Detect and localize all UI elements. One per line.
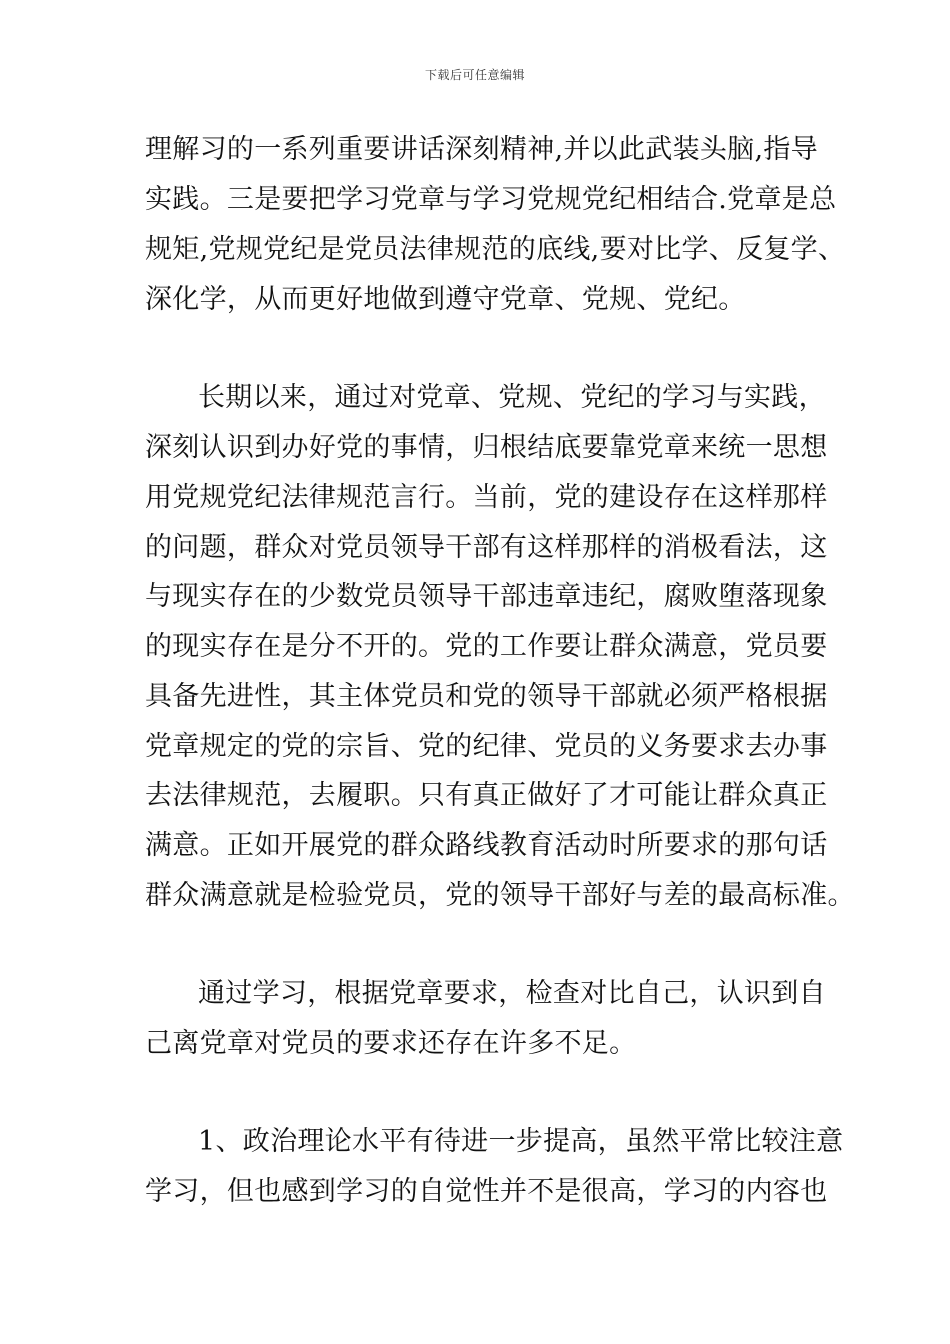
paragraph-4-line-2: 学习，但也感到学习的自觉性并不是很高，学习的内容也 xyxy=(145,1176,828,1207)
paragraph-1-line-1: 理解习的一系列重要讲话深刻精神,并以此武装头脑,指导 xyxy=(145,134,818,165)
page-header: 下载后可任意编辑 xyxy=(424,68,525,82)
paragraph-1-line-2: 实践。三是要把学习党章与学习党规党纪相结合.党章是总 xyxy=(145,184,837,215)
paragraph-1-line-4: 深化学，从而更好地做到遵守党章、党规、党纪。 xyxy=(145,284,746,315)
paragraph-2-line-5: 与现实存在的少数党员领导干部违章违纪，腐败堕落现象 xyxy=(145,581,828,612)
paragraph-3-line-1: 通过学习，根据党章要求，检查对比自己，认识到自 xyxy=(198,978,826,1009)
paragraph-2-line-11: 群众满意就是检验党员，党的领导干部好与差的最高标准。 xyxy=(145,880,855,911)
paragraph-2-line-7: 具备先进性，其主体党员和党的领导干部就必须严格根据 xyxy=(145,681,828,712)
paragraph-2-line-9: 去法律规范，去履职。只有真正做好了才可能让群众真正 xyxy=(145,780,828,811)
paragraph-2-line-10: 满意。正如开展党的群众路线教育活动时所要求的那句话 xyxy=(145,830,828,861)
paragraph-2-line-3: 用党规党纪法律规范言行。当前，党的建设存在这样那样 xyxy=(145,482,828,513)
paragraph-2-line-1: 长期以来，通过对党章、党规、党纪的学习与实践， xyxy=(198,382,826,413)
paragraph-2-line-2: 深刻认识到办好党的事情，归根结底要靠党章来统一思想 xyxy=(145,432,828,463)
paragraph-4-line-1: 1、政治理论水平有待进一步提高，虽然平常比较注意 xyxy=(198,1126,844,1157)
paragraph-2-line-6: 的现实存在是分不开的。党的工作要让群众满意，党员要 xyxy=(145,631,828,662)
paragraph-1-line-3: 规矩,党规党纪是党员法律规范的底线,要对比学、反复学、 xyxy=(145,234,846,265)
paragraph-2-line-8: 党章规定的党的宗旨、党的纪律、党员的义务要求去办事 xyxy=(145,731,828,762)
paragraph-3-line-2: 己离党章对党员的要求还存在许多不足。 xyxy=(145,1028,637,1059)
paragraph-2-line-4: 的问题，群众对党员领导干部有这样那样的消极看法，这 xyxy=(145,532,828,563)
